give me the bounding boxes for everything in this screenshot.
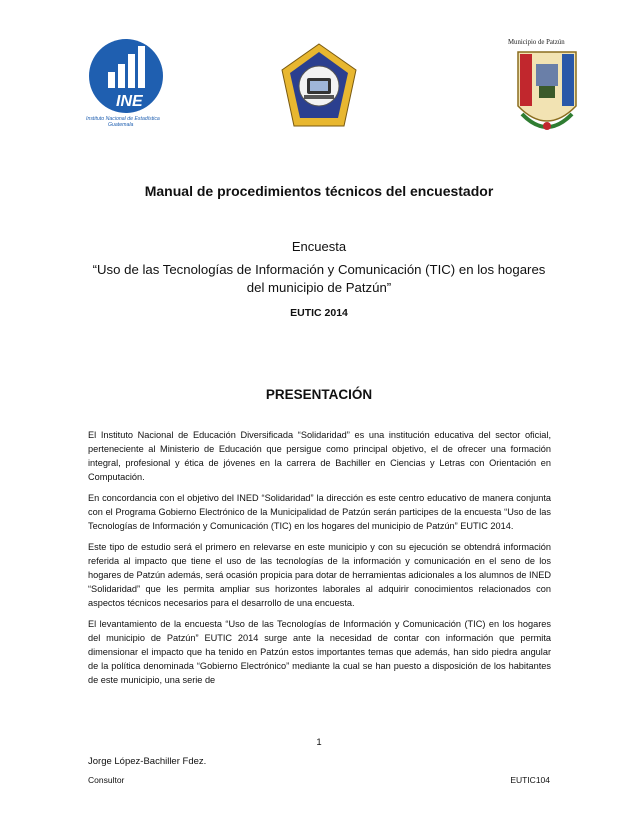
ined-emblem: [280, 42, 358, 130]
survey-code: EUTIC 2014: [290, 307, 348, 319]
ine-subtitle-2: Guatemala: [108, 122, 134, 128]
footer-author: Jorge López-Bachiller Fdez.: [88, 756, 207, 767]
logo-header: [0, 30, 638, 160]
paragraph: El levantamiento de la encuesta “Uso de las Tecnologías de Información y Comunicación (TIC) en los hogares del municipio de Patzún” EUTIC 2014 surge ante la necesidad de contar con información que permita dimensionar el impacto que ha tenido en Patzún estos importantes temas que además, han sido piedra angular de la política denominada “Gobierno Electrónico” mediante la cual se han puesto a disposición de los habitantes de este municipio, una serie de: [88, 619, 551, 685]
paragraph: El Instituto Nacional de Educación Diversificada “Solidaridad” es una institución educativa del sector oficial, perteneciente al Ministerio de Educación que persigue como principal objetivo, el de ofrecer una formación integral, profesional y ética de jóvenes en la carrera de Bachiller en Ciencias y Letras con Orientación en Computación.: [88, 430, 551, 482]
footer-role: Consultor: [88, 775, 125, 785]
ine-subtitle-1: Instituto Nacional de Estadística: [86, 116, 160, 122]
survey-name: “Uso de las Tecnologías de Información y Comunicación (TIC) en los hogares del municipio de Patzún”: [92, 262, 546, 295]
footer-code: EUTIC104: [510, 775, 550, 785]
survey-label: Encuesta: [291, 239, 347, 254]
section-title: PRESENTACIÓN: [265, 387, 373, 402]
ine-acronym: INE: [116, 93, 143, 110]
body-text: [88, 428, 551, 730]
paragraph: Este tipo de estudio será el primero en relevarse en este municipio y con su ejecución se obtendrá información referida al impacto que tiene el uso de las tecnologías de la información y comunicación en el seno de los hogares de Patzún además, será ocasión propicia para dotar de herramientas adicionales a los alumnos de INED “Solidaridad” que les permita ampliar sus horizontes laborales al adquirir conocimientos relacionados con aspectos técnicos necesarios para el desarrollo de una encuesta.: [88, 542, 551, 608]
paragraph: En concordancia con el objetivo del INED “Solidaridad” la dirección es este centro educativo de manera conjunta con el Programa Gobierno Electrónico de la Municipalidad de Patzún serán participes de la encuesta “Uso de las Tecnologías de Información y Comunicación (TIC) en los hogares del municipio de Patzún” EUTIC 2014.: [88, 493, 551, 531]
municipality-caption: Municipio de Patzún: [508, 39, 565, 46]
document-title: Manual de procedimientos técnicos del encuestador: [144, 183, 494, 199]
municipality-coat-of-arms: [508, 36, 586, 146]
page-number: 1: [316, 737, 322, 748]
ine-logo: [86, 38, 166, 128]
